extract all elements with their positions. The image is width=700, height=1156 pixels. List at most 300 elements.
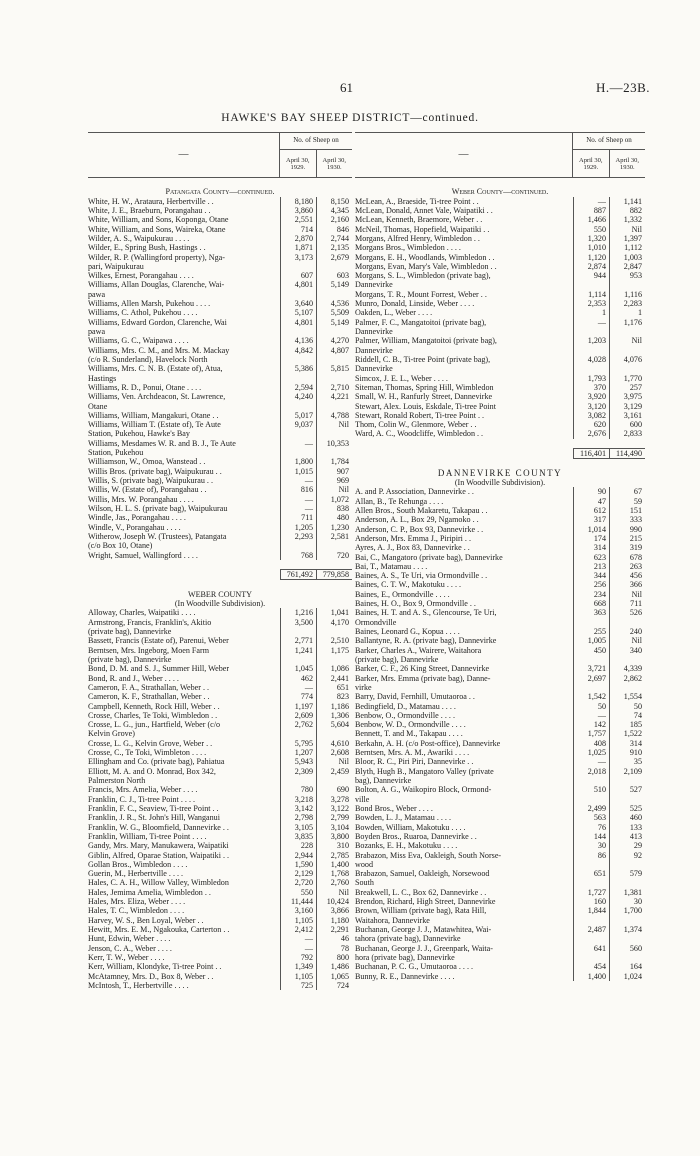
- table-row: [355, 318, 645, 327]
- sheep-1930: 1,003: [609, 253, 645, 262]
- sheep-1929: 711: [280, 513, 316, 522]
- table-row: [88, 476, 352, 485]
- table-row: [355, 627, 645, 636]
- section-heading: [355, 187, 645, 196]
- owner-name: Bai, T., Matamau . . . .: [355, 561, 428, 571]
- sheep-1929: —: [280, 476, 316, 485]
- table-row: [88, 897, 352, 906]
- sheep-1930: [316, 776, 352, 785]
- sheep-1930: [609, 364, 645, 373]
- header-sheep-cell: [279, 133, 352, 177]
- sheep-1929: —: [573, 757, 609, 766]
- sheep-1929: 1,241: [280, 646, 316, 655]
- table-row: [355, 720, 645, 729]
- table-row: [88, 981, 352, 990]
- sheep-1929: 5,943: [280, 757, 316, 766]
- sheep-1929: 550: [573, 225, 609, 234]
- owner-name: A. and P. Association, Dannevirke . .: [355, 487, 474, 497]
- owner-name: Benbow, W. D., Ormondville . . . .: [355, 720, 466, 730]
- owner-name: Barker, Charles A., Wairere, Waitahora: [355, 645, 482, 655]
- owner-name: [355, 448, 573, 459]
- sheep-1929: [573, 655, 609, 664]
- table-row: [88, 888, 352, 897]
- owner-name: Berntsen, Mrs. Ingeborg, Moen Farm: [88, 645, 210, 655]
- sheep-1929: 2,551: [280, 215, 316, 224]
- table-row: [355, 420, 645, 429]
- sheep-1930: 456: [609, 571, 645, 580]
- owner-name: Williams, William, Mangakuri, Otane . .: [88, 410, 219, 420]
- table-row: [88, 851, 352, 860]
- header-col-1929: April 30, 1929.: [579, 156, 603, 171]
- sheep-1930: 413: [609, 832, 645, 841]
- table-row: [88, 711, 352, 720]
- sheep-1929: [573, 878, 609, 887]
- owner-name: Morgans, E. H., Woodlands, Wimbledon . .: [355, 252, 495, 262]
- sheep-1930: Nil: [609, 636, 645, 645]
- sheep-1930: 1,180: [316, 916, 352, 925]
- sheep-1929: 887: [573, 206, 609, 215]
- owner-name: Palmer, William, Mangatoitoi (private bag),: [355, 336, 497, 346]
- sheep-1929: [280, 355, 316, 364]
- sheep-1929: [280, 627, 316, 636]
- sheep-1929: 1,205: [280, 523, 316, 532]
- sheep-1929: 2,293: [280, 532, 316, 541]
- table-row: [88, 495, 352, 504]
- sheep-1929: [573, 683, 609, 692]
- sheep-1929: 4,801: [280, 318, 316, 327]
- sheep-1929: 1,014: [573, 525, 609, 534]
- sheep-1929: 3,142: [280, 804, 316, 813]
- table-row: [88, 299, 352, 308]
- owner-name: Brendon, Richard, High Street, Dannevirke: [355, 897, 496, 907]
- table-row: [88, 785, 352, 794]
- table-row: [88, 262, 352, 271]
- owner-name: Crosse, C., Te Toki, Wimbleton . . . .: [88, 748, 207, 758]
- sheep-1929: 612: [573, 506, 609, 515]
- owner-name: Windle, V., Porangahau . . . .: [88, 522, 181, 532]
- sheep-1930: 1,230: [316, 523, 352, 532]
- sheep-1930: 910: [609, 748, 645, 757]
- section-heading: [88, 590, 352, 599]
- owner-name: Dannevirke: [355, 280, 393, 290]
- sheep-1929: 2,874: [573, 262, 609, 271]
- owner-name: Buchanan, George J. J., Matawhitea, Wai-: [355, 925, 492, 934]
- sheep-1929: 462: [280, 674, 316, 683]
- sheep-1929: 142: [573, 720, 609, 729]
- owner-name: McAtamney, Mrs. D., Box 8, Weber . .: [88, 971, 214, 981]
- table-row: [355, 253, 645, 262]
- sheep-1930: 1,784: [316, 457, 352, 466]
- sheep-1929: 761,492: [280, 569, 316, 580]
- table-row: [88, 795, 352, 804]
- owner-name: Morgans, T. R., Mount Forrest, Weber . .: [355, 289, 487, 299]
- sheep-1929: 3,835: [280, 832, 316, 841]
- owner-name: Blyth, Hugh B., Mangatoro Valley (private: [355, 766, 494, 776]
- table-row: [88, 953, 352, 962]
- owner-name: Williamson, W., Omoa, Wanstead . .: [88, 457, 206, 467]
- table-row: [355, 234, 645, 243]
- owner-name: Ellingham and Co. (private bag), Pahiatua: [88, 757, 225, 767]
- sheep-1930: 78: [316, 944, 352, 953]
- sheep-1929: 607: [280, 271, 316, 280]
- owner-name: Morgans Bros., Wimbledon . . . .: [355, 243, 461, 253]
- table-row: [355, 206, 645, 215]
- sheep-1929: —: [280, 934, 316, 943]
- sheep-1930: 1,186: [316, 702, 352, 711]
- table-row: [88, 253, 352, 262]
- sheep-1929: 174: [573, 534, 609, 543]
- owner-name: pari, Waipukurau: [88, 261, 144, 271]
- header-sheep-label: No. of Sheep on: [280, 133, 352, 150]
- owner-name: Anderson, Mrs. Emma J., Piripiri . .: [355, 533, 472, 543]
- table-row: [355, 525, 645, 534]
- owner-name: Franklin, W. G., Bloomfield, Dannevirke . .: [88, 822, 229, 832]
- sheep-1929: 408: [573, 739, 609, 748]
- sheep-1929: [280, 541, 316, 550]
- owner-name: Ayres, A. J., Box 83, Dannevirke . .: [355, 543, 470, 553]
- table-row: [88, 729, 352, 738]
- sheep-1929: 234: [573, 590, 609, 599]
- owner-name: Cameron, F. A., Strathallan, Weber . .: [88, 682, 210, 692]
- sheep-1929: —: [280, 504, 316, 513]
- sheep-1930: 2,581: [316, 532, 352, 541]
- sheep-1930: 600: [609, 420, 645, 429]
- sheep-1930: 2,109: [609, 767, 645, 776]
- table-row: [88, 308, 352, 317]
- owner-name: Dannevirke: [355, 364, 393, 374]
- page-title: HAWKE'S BAY SHEEP DISTRICT—continued.: [221, 112, 479, 124]
- owner-name: Wilder, A. S., Waipukurau . . . .: [88, 233, 190, 243]
- sheep-1929: 2,018: [573, 767, 609, 776]
- sheep-1929: 1,105: [280, 916, 316, 925]
- table-row: [88, 841, 352, 850]
- sheep-1930: 4,170: [316, 618, 352, 627]
- sheep-1930: 2,862: [609, 674, 645, 683]
- table-row: [88, 243, 352, 252]
- sheep-1929: 623: [573, 553, 609, 562]
- owner-name: Williams, R. D., Ponui, Otane . . . .: [88, 382, 202, 392]
- sheep-1929: 50: [573, 702, 609, 711]
- owner-name: tahora (private bag), Dannevirke: [355, 934, 461, 944]
- sheep-1930: 579: [609, 869, 645, 878]
- sheep-1929: 1,114: [573, 290, 609, 299]
- table-row: [355, 944, 645, 953]
- table-row: [88, 692, 352, 701]
- table-row: [88, 972, 352, 981]
- owner-name: Armstrong, Francis, Franklin's, Akitio: [88, 617, 212, 627]
- sheep-1929: 1,349: [280, 962, 316, 971]
- sheep-1930: 779,858: [316, 569, 352, 580]
- table-row: [355, 823, 645, 832]
- sheep-1929: 314: [573, 543, 609, 552]
- owner-name: Bowden, William, Makotuku . . . .: [355, 822, 466, 832]
- sheep-1929: 344: [573, 571, 609, 580]
- sheep-1930: 151: [609, 506, 645, 515]
- owner-name: Breakwell, L. C., Box 62, Dannevirke . .: [355, 887, 487, 897]
- table-row: [88, 355, 352, 364]
- sheep-1929: 2,487: [573, 925, 609, 934]
- sheep-1929: 4,842: [280, 346, 316, 355]
- table-row: [88, 513, 352, 522]
- owner-name: Hastings: [88, 373, 117, 383]
- table-row: [88, 457, 352, 466]
- owner-name: Anderson, C. P., Box 93, Dannevirke . .: [355, 524, 484, 534]
- sheep-1930: [609, 860, 645, 869]
- sheep-1930: 480: [316, 513, 352, 522]
- owner-name: Crosse, L. G., jun., Hartfield, Weber (c/o: [88, 720, 221, 730]
- sheep-1930: [316, 627, 352, 636]
- sheep-1930: 92: [609, 851, 645, 860]
- sheep-1930: [316, 327, 352, 336]
- table-row: [88, 485, 352, 494]
- header-col-1929: April 30, 1929.: [286, 156, 310, 171]
- owner-name: Otane: [88, 401, 108, 411]
- table-row: [355, 664, 645, 673]
- section-heading-text: (In Woodville Subdivision).: [454, 478, 546, 487]
- sheep-1929: [280, 448, 316, 457]
- sheep-1930: 1,112: [609, 243, 645, 252]
- table-row: [355, 934, 645, 943]
- sheep-1929: 1,871: [280, 243, 316, 252]
- blank-row: [88, 178, 352, 187]
- sheep-1930: 838: [316, 504, 352, 513]
- sheep-1930: 800: [316, 953, 352, 962]
- sheep-1930: 526: [609, 608, 645, 617]
- sheep-1929: 510: [573, 785, 609, 794]
- section-heading: [355, 478, 645, 487]
- sheep-1930: 1,065: [316, 972, 352, 981]
- sheep-1929: —: [573, 197, 609, 206]
- sheep-1929: 86: [573, 851, 609, 860]
- owner-name: Franklin, F. C., Seaview, Ti-tree Point . .: [88, 803, 219, 813]
- owner-name: ville: [355, 794, 370, 804]
- owner-name: Cameron, K. F., Strathallan, Weber . .: [88, 692, 210, 702]
- sheep-1929: 213: [573, 562, 609, 571]
- sheep-1929: 3,105: [280, 823, 316, 832]
- sheep-1930: Nil: [609, 590, 645, 599]
- table-row: [355, 262, 645, 271]
- sheep-1929: [280, 655, 316, 664]
- section-heading-text: Patangata County—continued.: [165, 187, 275, 197]
- header-sheep-cell: [572, 133, 645, 177]
- table-row: [88, 336, 352, 345]
- owner-name: Franklin, William, Ti-tree Point . . . .: [88, 831, 207, 841]
- sheep-1929: 1,590: [280, 860, 316, 869]
- table-row: [355, 832, 645, 841]
- table-row: [88, 925, 352, 934]
- owner-name: Allen Bros., South Makaretu, Takapau . .: [355, 505, 488, 515]
- sheep-1929: 714: [280, 225, 316, 234]
- table-row: [88, 439, 352, 448]
- table-row: [355, 878, 645, 887]
- sheep-1930: 882: [609, 206, 645, 215]
- owner-name: Elliott, M. A. and O. Monrad, Box 342,: [88, 766, 216, 776]
- owner-name: Bennett, T. and M., Takapau . . . .: [355, 729, 463, 739]
- owner-name: Brown, William (private bag), Rata Hill,: [355, 906, 487, 916]
- table-row: [88, 271, 352, 280]
- owner-name: Williams, Allan Douglas, Clarenche, Wai-: [88, 280, 225, 290]
- table-row: [88, 392, 352, 401]
- owner-name: Bai, C., Mangatoro (private bag), Dannevirke: [355, 552, 503, 562]
- table-row: [355, 869, 645, 878]
- sheep-1929: 4,801: [280, 280, 316, 289]
- sheep-1930: 35: [609, 757, 645, 766]
- owner-name: White, William, and Sons, Koponga, Otane: [88, 215, 229, 225]
- table-row: [88, 429, 352, 438]
- sheep-1930: 257: [609, 383, 645, 392]
- owner-name: Baines, H. T. and A. S., Glencourse, Te Uri,: [355, 608, 497, 618]
- owner-name: Williams, Mesdames W. R. and B. J., Te Aute: [88, 438, 236, 448]
- owner-name: Bond, R. and J., Weber . . . .: [88, 673, 179, 683]
- owner-name: Palmer, F. C., Mangatoitoi (private bag),: [355, 317, 487, 327]
- sheep-1930: 1,700: [609, 906, 645, 915]
- header-name-cell: —: [458, 149, 469, 161]
- owner-name: Station, Pukehou: [88, 448, 144, 458]
- owner-name: Williams, Mrs. C. N. B. (Estate of), Atua,: [88, 364, 223, 374]
- table-row: [88, 420, 352, 429]
- sheep-1930: 690: [316, 785, 352, 794]
- owner-name: Allan, B., Te Rehunga . . . .: [355, 496, 444, 506]
- sheep-1930: 1,400: [316, 860, 352, 869]
- table-row: [88, 944, 352, 953]
- owner-name: Jenson, C. A., Weber . . . .: [88, 943, 172, 953]
- owner-name: Bunny, R. E., Dannevirke . . . .: [355, 971, 455, 981]
- table-row: [355, 608, 645, 617]
- table-row: [88, 767, 352, 776]
- owner-name: Waitahora, Dannevirke: [355, 915, 430, 925]
- owner-name: Brabazon, Samuel, Oakleigh, Norsewood: [355, 869, 490, 879]
- sheep-1929: —: [280, 439, 316, 448]
- sheep-1930: 1,770: [609, 374, 645, 383]
- table-row: [88, 739, 352, 748]
- sheep-1930: 340: [609, 646, 645, 655]
- table-row: [88, 225, 352, 234]
- sheep-1930: 4,807: [316, 346, 352, 355]
- table-row: [355, 571, 645, 580]
- sheep-1930: 2,291: [316, 925, 352, 934]
- sheep-1929: [573, 776, 609, 785]
- owner-name: Guerin, M., Herbertville . . . .: [88, 869, 184, 879]
- section-heading-text: Weber County—continued.: [451, 187, 549, 197]
- sheep-1930: Nil: [609, 336, 645, 345]
- sheep-1930: 1,381: [609, 888, 645, 897]
- sheep-1929: 2,609: [280, 711, 316, 720]
- sheep-1929: 2,771: [280, 636, 316, 645]
- table-row: [88, 280, 352, 289]
- table-row: [88, 541, 352, 550]
- owner-name: Kerr, T. W., Weber . . . .: [88, 952, 165, 962]
- owner-name: bag), Dannevirke: [355, 776, 412, 785]
- sheep-1930: 2,744: [316, 234, 352, 243]
- sheep-1930: 333: [609, 515, 645, 524]
- sheep-1930: 1,486: [316, 962, 352, 971]
- table-row: [88, 618, 352, 627]
- sheep-1930: 133: [609, 823, 645, 832]
- sheep-1930: 1,072: [316, 495, 352, 504]
- header-col-1930: April 30, 1930.: [609, 150, 646, 177]
- owner-name: Wright, Samuel, Wallingford . . . .: [88, 550, 198, 560]
- owner-name: [88, 569, 280, 580]
- sheep-1929: 2,697: [573, 674, 609, 683]
- sheep-1930: 1,768: [316, 869, 352, 878]
- blank-row: [88, 560, 352, 569]
- sheep-1930: 1,024: [609, 972, 645, 981]
- sheep-1929: 651: [573, 869, 609, 878]
- sheep-1929: [573, 364, 609, 373]
- sheep-1930: 1,041: [316, 608, 352, 617]
- sheep-1930: [609, 327, 645, 336]
- sheep-1930: [609, 618, 645, 627]
- sheep-1930: [316, 729, 352, 738]
- sheep-1930: [316, 290, 352, 299]
- table-row: [355, 962, 645, 971]
- owner-name: Brabazon, Miss Eva, Oakleigh, South Norse-: [355, 850, 502, 860]
- sheep-1929: 116,401: [573, 448, 609, 459]
- owner-name: Gollan Bros., Wimbledon . . . .: [88, 859, 188, 869]
- sheep-1930: 1,086: [316, 664, 352, 673]
- owner-name: Palmerston North: [88, 776, 146, 785]
- table-row: [88, 664, 352, 673]
- sheep-1929: 2,309: [280, 767, 316, 776]
- table-row: [355, 215, 645, 224]
- sheep-1930: 2,785: [316, 851, 352, 860]
- sheep-1929: 3,082: [573, 411, 609, 420]
- sheep-1930: 30: [609, 897, 645, 906]
- sheep-1929: [573, 934, 609, 943]
- owner-name: Benbow, O., Ormondville . . . .: [355, 710, 455, 720]
- table-row: [88, 636, 352, 645]
- owner-name: Kerr, William, Klondyke, Ti-tree Point . .: [88, 962, 222, 972]
- sheep-1929: 2,129: [280, 869, 316, 878]
- sheep-1930: [609, 346, 645, 355]
- table-row: [88, 234, 352, 243]
- sheep-1930: 4,536: [316, 299, 352, 308]
- owner-name: Dannevirke: [355, 345, 393, 355]
- sheep-1929: 620: [573, 420, 609, 429]
- sheep-1929: 8,180: [280, 197, 316, 206]
- sheep-1929: —: [280, 683, 316, 692]
- table-row: [88, 702, 352, 711]
- sheep-1929: —: [573, 318, 609, 327]
- header-col-1930: April 30, 1930.: [316, 150, 353, 177]
- total-row: [355, 448, 645, 459]
- table-row: [355, 543, 645, 552]
- sheep-1929: 1,793: [573, 374, 609, 383]
- table-row: [88, 551, 352, 560]
- sheep-1930: [609, 655, 645, 664]
- table-row: [355, 580, 645, 589]
- table-row: [355, 748, 645, 757]
- sheep-1929: 370: [573, 383, 609, 392]
- sheep-1929: 550: [280, 888, 316, 897]
- sheep-1930: [316, 429, 352, 438]
- owner-name: Hales, C. A. H., Willow Valley, Wimbledon: [88, 878, 229, 888]
- sheep-1929: 780: [280, 785, 316, 794]
- table-row: [355, 506, 645, 515]
- sheep-1929: 641: [573, 944, 609, 953]
- owner-name: Franklin, C. J., Ti-tree Point . . . .: [88, 794, 196, 804]
- table-row: [88, 402, 352, 411]
- table-row: [355, 813, 645, 822]
- table-row: [355, 515, 645, 524]
- sheep-1930: 2,833: [609, 429, 645, 438]
- sheep-1930: [609, 280, 645, 289]
- sheep-1930: 4,076: [609, 355, 645, 364]
- sheep-1929: 3,160: [280, 906, 316, 915]
- sheep-1930: 310: [316, 841, 352, 850]
- owner-name: pawa: [88, 327, 106, 336]
- owner-name: Munro, Donald, Linside, Weber . . . .: [355, 299, 475, 309]
